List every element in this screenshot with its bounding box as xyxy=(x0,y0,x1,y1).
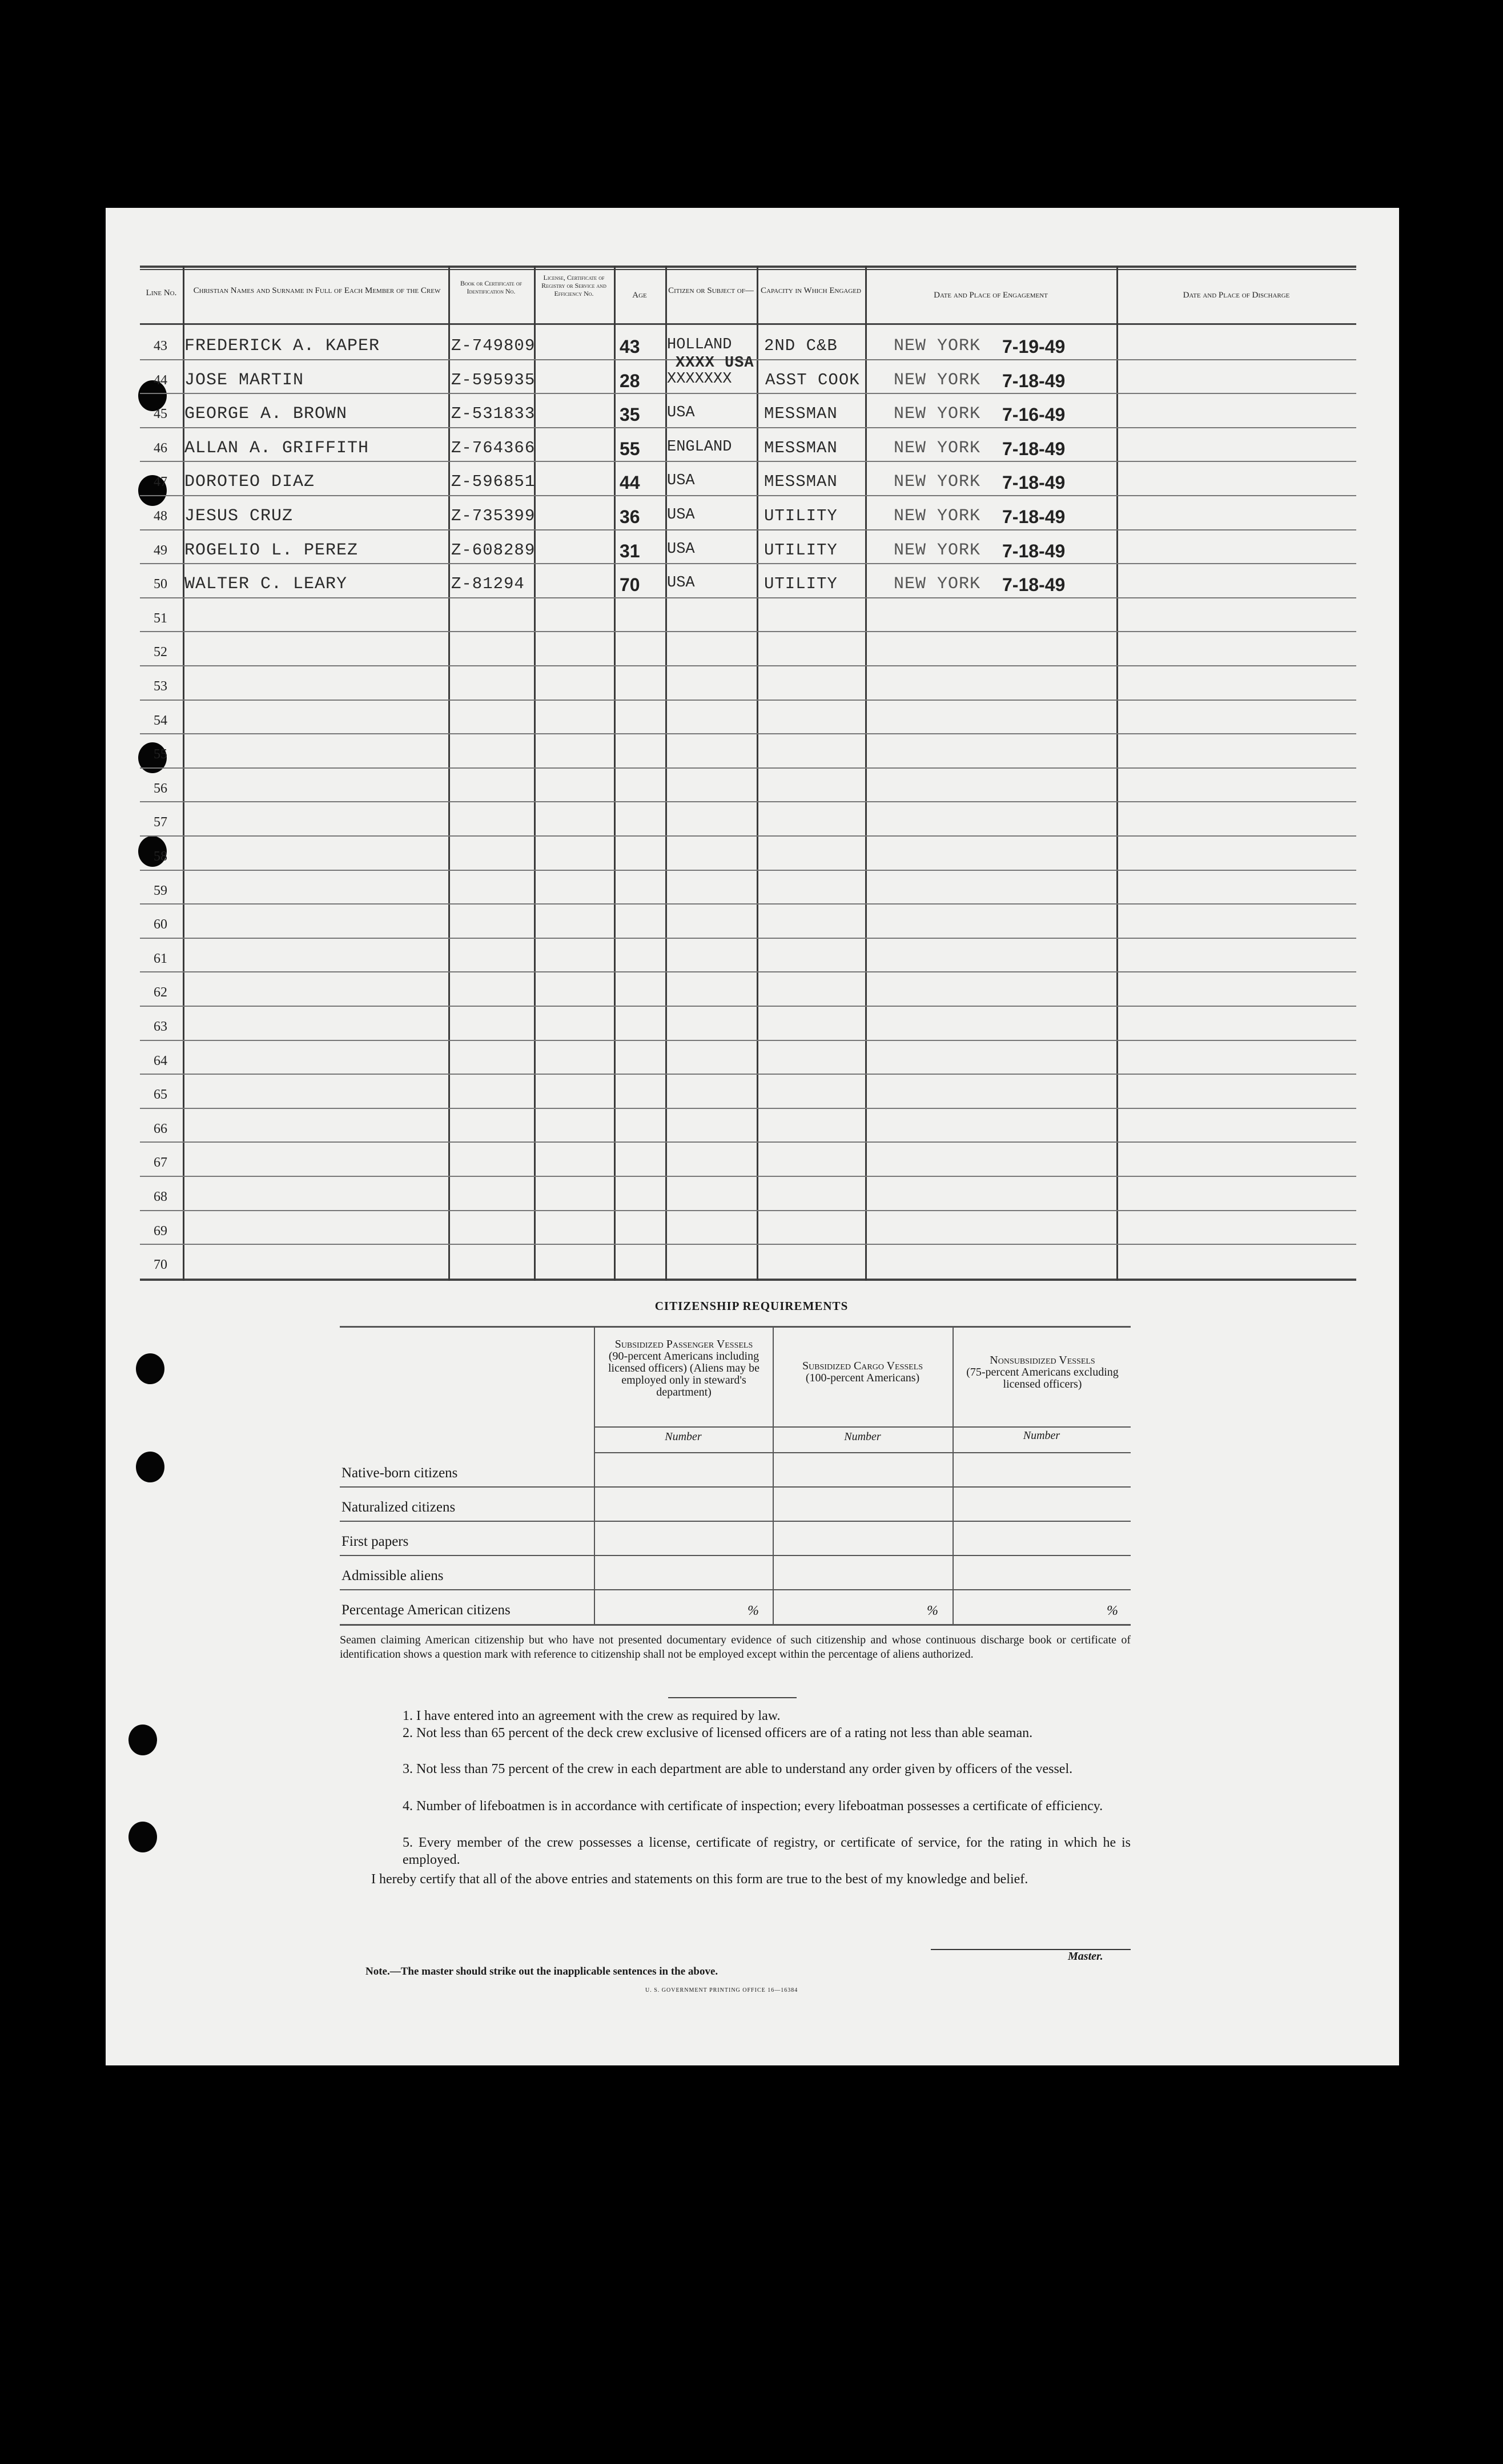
line-number: 56 xyxy=(154,781,167,796)
engagement-place: NEW YORK xyxy=(894,507,981,526)
capacity-value: MESSMAN xyxy=(764,472,838,492)
row-rule xyxy=(140,631,1356,632)
engagement-place: NEW YORK xyxy=(894,370,981,390)
line-number: 52 xyxy=(154,645,167,660)
certification-4: 4. Number of lifeboatmen is in accordance with certificate of inspection; every lifeboatman possesses a certificate of efficiency. xyxy=(403,1799,1103,1814)
row-rule xyxy=(140,461,1356,462)
engagement-place: NEW YORK xyxy=(894,540,981,560)
line-number: 66 xyxy=(154,1121,167,1136)
book-header: Book or Certificate of Identification No. xyxy=(460,279,523,295)
first-papers-label: First papers xyxy=(341,1534,409,1549)
book-number: Z-764366 xyxy=(451,438,536,457)
passenger-vessels-header: Subsidized Passenger Vessels (90-percent Americans including licensed officers) (Aliens may be employed only in steward's department) xyxy=(608,1338,760,1398)
age-header: Age xyxy=(632,291,647,300)
line-number: 57 xyxy=(154,815,167,830)
column-rule xyxy=(448,266,450,1281)
punch-hole xyxy=(128,1725,157,1755)
master-label: Master. xyxy=(1068,1950,1103,1963)
row-rule xyxy=(140,801,1356,802)
row-rule xyxy=(140,700,1356,701)
line-number: 53 xyxy=(154,679,167,694)
certify-statement: I hereby certify that all of the above entries and statements on this form are true to the best of my knowledge and belief. xyxy=(371,1872,1028,1887)
line-number: 47 xyxy=(154,475,167,490)
age-value: 70 xyxy=(620,574,640,596)
row-rule xyxy=(140,903,1356,905)
book-number: Z-749809 xyxy=(451,336,536,355)
number-label: Number xyxy=(844,1430,881,1443)
crew-table xyxy=(140,266,1356,1281)
line-number: 55 xyxy=(154,747,167,762)
names-header: Christian Names and Surname in Full of Each Member of the Crew xyxy=(193,286,441,295)
citizenship-value: ENGLAND xyxy=(667,438,732,456)
crew-name: JOSE MARTIN xyxy=(184,370,304,390)
crew-name: DOROTEO DIAZ xyxy=(184,472,315,492)
age-value: 36 xyxy=(620,507,640,527)
row-rule xyxy=(140,938,1356,939)
row-rule xyxy=(140,393,1356,394)
capacity-value: 2ND C&B xyxy=(764,336,838,355)
capacity-value: ASST COOK xyxy=(765,370,860,389)
printer-line: U. S. GOVERNMENT PRINTING OFFICE 16—16384 xyxy=(645,1987,798,1993)
citizenship-correction: XXXX USA xyxy=(676,354,754,372)
line-number: 70 xyxy=(154,1257,167,1273)
capacity-header: Capacity in Which Engaged xyxy=(761,286,861,295)
citizen-header: Citizen or Subject of— xyxy=(668,286,754,295)
engagement-date: 7-18-49 xyxy=(1002,540,1066,561)
row-rule xyxy=(140,665,1356,666)
row-rule xyxy=(140,1108,1356,1109)
book-number: Z-531833 xyxy=(451,404,536,424)
row-rule xyxy=(140,1074,1356,1075)
row-rule xyxy=(140,767,1356,769)
row-rule xyxy=(140,1006,1356,1007)
engagement-date: 7-18-49 xyxy=(1002,574,1066,596)
admissible-aliens-label: Admissible aliens xyxy=(341,1568,444,1583)
citizenship-value: HOLLAND xyxy=(667,336,732,353)
citizenship-value: USA xyxy=(667,507,695,524)
age-value: 43 xyxy=(620,336,640,357)
engagement-place: NEW YORK xyxy=(894,574,981,594)
line-number: 62 xyxy=(154,985,167,1000)
row-rule xyxy=(140,1176,1356,1177)
crew-name: ALLAN A. GRIFFITH xyxy=(184,438,369,458)
line-number: 51 xyxy=(154,610,167,626)
engagement-place: NEW YORK xyxy=(894,472,981,492)
line-number: 64 xyxy=(154,1053,167,1068)
crew-name: ROGELIO L. PEREZ xyxy=(184,540,359,560)
line-number: 65 xyxy=(154,1087,167,1103)
citizenship-value: XXXXXXX xyxy=(667,370,732,388)
citizenship-value: USA xyxy=(667,574,695,592)
citizenship-value: USA xyxy=(667,472,695,490)
row-rule xyxy=(140,1244,1356,1245)
percent-sign: % xyxy=(1107,1603,1118,1618)
book-number: Z-608289 xyxy=(451,540,536,560)
capacity-value: MESSMAN xyxy=(764,404,838,424)
line-number: 49 xyxy=(154,542,167,558)
percent-sign: % xyxy=(748,1603,759,1618)
engagement-header: Date and Place of Engagement xyxy=(934,291,1048,300)
engagement-date: 7-18-49 xyxy=(1002,438,1066,459)
certification-5: 5. Every member of the crew possesses a license, certificate of registry, or certificate of service, for the rating in which he is employed. xyxy=(403,1835,1131,1867)
line-number: 67 xyxy=(154,1155,167,1171)
crew-name: WALTER C. LEARY xyxy=(184,574,348,594)
percentage-label: Percentage American citizens xyxy=(341,1602,511,1618)
line-number: 61 xyxy=(154,951,167,966)
license-header: License, Certificate of Registry or Service and Efficiency No. xyxy=(541,274,606,298)
citizenship-value: USA xyxy=(667,404,695,422)
line-number: 60 xyxy=(154,917,167,932)
engagement-date: 7-16-49 xyxy=(1002,404,1066,425)
percent-sign: % xyxy=(927,1603,938,1618)
engagement-date: 7-18-49 xyxy=(1002,370,1066,391)
number-label: Number xyxy=(1023,1429,1060,1442)
citizenship-table xyxy=(340,1326,1131,1626)
line-number: 58 xyxy=(154,849,167,864)
column-rule xyxy=(1116,266,1118,1281)
punch-hole xyxy=(136,1353,164,1384)
line-number: 69 xyxy=(154,1223,167,1239)
row-rule xyxy=(140,495,1356,496)
line-number: 54 xyxy=(154,713,167,728)
row-rule xyxy=(140,529,1356,530)
engagement-date: 7-19-49 xyxy=(1002,336,1066,357)
column-rule xyxy=(865,266,867,1281)
book-number: Z-595935 xyxy=(451,370,536,389)
naturalized-label: Naturalized citizens xyxy=(341,1500,456,1515)
capacity-value: MESSMAN xyxy=(764,438,838,457)
age-value: 55 xyxy=(620,438,640,459)
footer-note: Note.—The master should strike out the inapplicable sentences in the above. xyxy=(365,1965,718,1977)
engagement-place: NEW YORK xyxy=(894,438,981,458)
certification-1: 1. I have entered into an agreement with the crew as required by law. xyxy=(403,1709,781,1723)
book-number: Z-596851 xyxy=(451,472,536,492)
certification-2: 2. Not less than 65 percent of the deck crew exclusive of licensed officers are of a rating not less than able seaman. xyxy=(403,1726,1033,1741)
crew-name: GEORGE A. BROWN xyxy=(184,404,348,424)
line-number: 59 xyxy=(154,883,167,898)
capacity-value: UTILITY xyxy=(764,507,838,525)
age-value: 28 xyxy=(620,370,640,391)
row-rule xyxy=(140,427,1356,428)
row-rule xyxy=(140,971,1356,972)
line-number: 44 xyxy=(154,372,167,388)
line-no-header: Line No. xyxy=(146,288,177,298)
capacity-value: UTILITY xyxy=(764,540,838,560)
age-value: 35 xyxy=(620,404,640,425)
line-number: 45 xyxy=(154,407,167,422)
line-number: 48 xyxy=(154,509,167,524)
column-rule xyxy=(757,266,758,1281)
row-rule xyxy=(140,1141,1356,1143)
citizenship-note: Seamen claiming American citizenship but who have not presented documentary evidence of such citizenship and whose continuous discharge book or certificate of identification shows a question mark with reference to citizenship shall not be employed except within the percentage of aliens authorized. xyxy=(340,1634,1131,1661)
engagement-place: NEW YORK xyxy=(894,336,981,356)
age-value: 31 xyxy=(620,540,640,561)
row-rule xyxy=(140,870,1356,871)
age-value: 44 xyxy=(620,472,640,493)
certification-3: 3. Not less than 75 percent of the crew in each department are able to understand any order given by officers of the vessel. xyxy=(403,1762,1073,1776)
native-born-label: Native-born citizens xyxy=(341,1465,458,1481)
engagement-date: 7-18-49 xyxy=(1002,507,1066,527)
line-number: 43 xyxy=(154,339,167,353)
book-number: Z-735399 xyxy=(451,507,536,525)
cargo-vessels-header: Subsidized Cargo Vessels (100-percent Americans) xyxy=(802,1360,923,1384)
row-rule xyxy=(140,1210,1356,1211)
row-rule xyxy=(140,563,1356,564)
citizenship-value: USA xyxy=(667,540,695,558)
punch-hole xyxy=(136,1452,164,1482)
citizenship-title: CITIZENSHIP REQUIREMENTS xyxy=(654,1299,849,1313)
nonsubsidized-vessels-header: Nonsubsidized Vessels (75-percent Americans excluding licensed officers) xyxy=(966,1354,1119,1390)
row-rule xyxy=(140,1040,1356,1041)
crew-name: JESUS CRUZ xyxy=(184,507,294,526)
capacity-value: UTILITY xyxy=(764,574,838,594)
row-rule xyxy=(140,835,1356,837)
engagement-place: NEW YORK xyxy=(894,404,981,424)
line-number: 50 xyxy=(154,577,167,592)
divider xyxy=(668,1697,797,1698)
row-rule xyxy=(140,597,1356,598)
line-number: 46 xyxy=(154,440,167,456)
line-number: 63 xyxy=(154,1019,167,1034)
punch-hole xyxy=(128,1822,157,1852)
row-rule xyxy=(140,733,1356,734)
column-rule xyxy=(614,266,616,1281)
number-label: Number xyxy=(665,1430,702,1443)
book-number: Z-81294 xyxy=(451,574,525,594)
engagement-date: 7-18-49 xyxy=(1002,472,1066,493)
discharge-header: Date and Place of Discharge xyxy=(1183,291,1290,300)
crew-name: FREDERICK A. KAPER xyxy=(184,336,380,356)
line-number: 68 xyxy=(154,1189,167,1204)
